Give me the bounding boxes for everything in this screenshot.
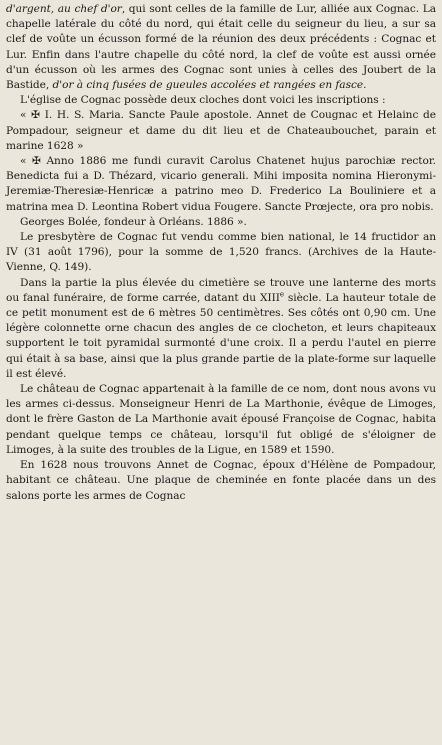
text-run: « ✠ Anno 1886 me fundi curavit Carolus Chatenet hujus parochiæ rector. Benedicta fui a D. Thézard, vicario generali. Mihi imposita nomina Hieronymi-Jeremiæ-Theresiæ-Henricæ a patrino meo D. Frederico La Bouliniere et a matrina mea D. Leontina Robert vidua Fougere. Sancte Prœjecte, ora pro nobis. bbox=[6, 155, 436, 213]
paragraph-bell-inscription-1 bbox=[6, 108, 436, 154]
text-run: Georges Bolée, fondeur à Orléans. 1886 ». bbox=[20, 215, 247, 228]
text-run: « ✠ I. H. S. Maria. Sancte Paule apostole. Annet de Cougnac et Helainc de Pompadour, seigneur et dame du dit lieu et de Chateaubouchet, parain et marine 1628 » bbox=[6, 109, 436, 152]
text-run: Le presbytère de Cognac fut vendu comme bien national, le 14 fructidor an IV (31 août 1796), pour la somme de 1,520 francs. (Archives de la Haute-Vienne, Q. 149). bbox=[6, 231, 436, 274]
superscript: e bbox=[279, 290, 284, 299]
paragraph-arms-description bbox=[6, 2, 436, 93]
paragraph-bells-intro bbox=[6, 93, 436, 108]
text-run: d'argent, au chef d'or bbox=[6, 3, 122, 15]
text-run: d'or à cinq fusées de gueules accolées et rangées en fasce bbox=[52, 79, 364, 92]
paragraph-founder bbox=[6, 215, 436, 230]
paragraph-lantern-of-the-dead bbox=[6, 276, 436, 382]
paragraph-chateau bbox=[6, 382, 436, 458]
paragraph-presbytery bbox=[6, 230, 436, 276]
text-run: Le château de Cognac appartenait à la famille de ce nom, dont nous avons vu les armes ci-dessus. Monseigneur Henri de La Marthonie, évêque de Limoges, dont le frère Gaston de La Marthonie avait épousé Françoise de Cognac, habita pendant quelque temps ce château, lorsqu'il fut obligé de s'éloigner de Limoges, à la suite des troubles de la Ligue, en 1589 et 1590. bbox=[6, 383, 436, 456]
text-run: siècle. La hauteur totale de ce petit monument est de 6 mètres 50 centimètres. Ses côtés ont 0,90 cm. Une légère colonnette orne chacun des angles de ce clocheton, et leurs chapiteaux supportent le toit pyramidal surmonté d'une croix. Il a perdu l'autel en pierre qui était à sa base, ainsi que la plus grande partie de la plate-forme sur laquelle il est élevé. bbox=[6, 291, 436, 380]
paragraph-bell-inscription-2 bbox=[6, 154, 436, 215]
paragraph-annet-de-cognac bbox=[6, 458, 436, 504]
text-run: L'église de Cognac possède deux cloches dont voici les inscriptions : bbox=[20, 94, 386, 107]
text-run: En 1628 nous trouvons Annet de Cognac, époux d'Hélène de Pompadour, habitant ce château. Une plaque de cheminée en fonte placée dans un des salons porte les armes de Cognac bbox=[6, 459, 436, 502]
text-run: . bbox=[363, 79, 367, 92]
text-run: , qui sont celles de la famille de Lur, alliée aux Cognac. La chapelle latérale du côté du nord, qui était celle du seigneur du lieu, a sur sa clef de voûte un écusson formé de la réunion des deux précédents : Cognac et Lur. Enfin dans l'autre chapelle du côté nord, la clef de voûte est aussi ornée d'un écusson où les armes des Cognac sont unies à celles des Joubert de la Bastide, bbox=[6, 3, 436, 92]
text-run: Dans la partie la plus élevée du cimetière se trouve une lanterne des morts ou fanal funéraire, de forme carrée, datant du XIII bbox=[6, 276, 436, 304]
